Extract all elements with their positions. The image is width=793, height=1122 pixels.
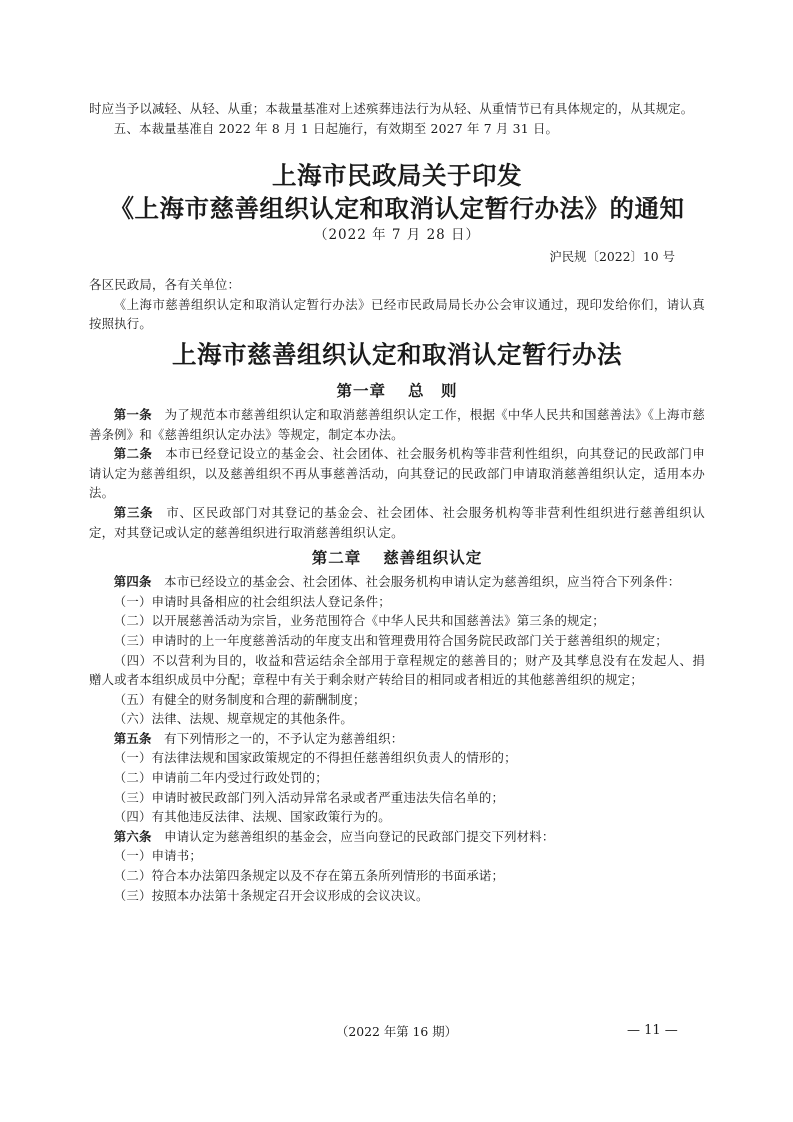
article-label: 第六条 (113, 828, 152, 844)
article-1 (89, 405, 705, 444)
list-item: （一）申请时具备相应的社会组织法人登记条件； (113, 593, 391, 609)
list-item: （三）按照本办法第十条规定召开会议形成的会议决议。 (113, 887, 429, 903)
page-number: — 11 — (627, 1023, 678, 1038)
article-2 (89, 444, 705, 503)
article-3 (89, 503, 705, 542)
article-text: 市、区民政部门对其登记的基金会、社会团体、社会服务机构等非营利性组织进行慈善组织认定，对其登记或认定的慈善组织进行取消慈善组织认定。 (89, 504, 705, 540)
continuation-paragraph: 时应当予以减轻、从轻、从重；本裁量基准对上述殡葬违法行为从轻、从重情节已有具体规定的，从其规定。 (89, 101, 694, 116)
list-item: （四）有其他违反法律、法规、国家政策行为的。 (113, 809, 391, 825)
article-label: 第二条 (113, 446, 153, 462)
document-number: 沪民规〔2022〕10 号 (549, 249, 675, 265)
article-6 (89, 827, 705, 847)
effective-date-clause: 五、本裁量基准自 2022 年 8 月 1 日起施行，有效期至 2027 年 7 月 31 日。 (113, 120, 559, 136)
list-item: （四）不以营利为目的，收益和营运结余全部用于章程规定的慈善目的；财产及其孳息没有在发起人、捐赠人或者本组织成员中分配；章程中有关于剩余财产转给目的相同或者相近的其他慈善组织的规定； (89, 652, 705, 688)
notice-date: （2022 年 7 月 28 日） (313, 227, 481, 244)
article-text: 为了规范本市慈善组织认定和取消慈善组织认定工作，根据《中华人民共和国慈善法》《上海市慈善条例》和《慈善组织认定办法》等规定，制定本办法。 (89, 406, 705, 442)
measures-title: 上海市慈善组织认定和取消认定暂行办法 (172, 339, 622, 369)
list-item: （三）申请时的上一年度慈善活动的年度支出和管理费用符合国务院民政部门关于慈善组织的规定； (113, 632, 668, 648)
chapter-name: 总 则 (408, 381, 458, 400)
chapter-heading-1 (89, 379, 705, 403)
article-text: 申请认定为慈善组织的基金会，应当向登记的民政部门提交下列材料： (164, 828, 555, 844)
article-label: 第四条 (113, 574, 152, 590)
list-item: （二）以开展慈善活动为宗旨，业务范围符合《中华人民共和国慈善法》第三条的规定； (113, 613, 605, 629)
notice-title-line1: 上海市民政局关于印发 (272, 161, 522, 191)
salutation: 各区民政局，各有关单位： (89, 277, 241, 293)
chapter-number: 第二章 (311, 549, 362, 568)
notice-title-line2: 《上海市慈善组织认定和取消认定暂行办法》的通知 (109, 194, 685, 224)
article-text: 本市已经登记设立的基金会、社会团体、社会服务机构等非营利性组织，向其登记的民政部门申请认定为慈善组织，以及慈善组织不再从事慈善活动，向其登记的民政部门申请取消慈善组织认定，适用本办法。 (89, 446, 705, 501)
list-item: （一）申请书； (113, 848, 202, 864)
page-body (89, 99, 705, 905)
list-item: （二）符合本办法第四条规定以及不存在第五条所列情形的书面承诺； (113, 868, 505, 884)
article-5 (89, 729, 705, 749)
article-text: 本市已经设立的基金会、社会团体、社会服务机构申请认定为慈善组织，应当符合下列条件： (164, 574, 681, 590)
article-label: 第一条 (113, 406, 152, 422)
list-item: （六）法律、法规、规章规定的其他条件。 (113, 711, 354, 727)
chapter-heading-2 (89, 546, 705, 570)
article-4 (89, 572, 705, 592)
article-label: 第五条 (113, 730, 152, 746)
list-item: （一）有法律法规和国家政策规定的不得担任慈善组织负责人的情形的； (113, 750, 517, 766)
list-item: （五）有健全的财务制度和合理的薪酬制度； (113, 691, 366, 707)
article-text: 有下列情形之一的，不予认定为慈善组织： (164, 730, 404, 746)
list-item: （三）申请时被民政部门列入活动异常名录或者严重违法失信名单的； (113, 789, 505, 805)
issue-number: （2022 年第 16 期） (335, 1024, 458, 1039)
chapter-number: 第一章 (336, 381, 386, 400)
list-item: （二）申请前二年内受过行政处罚的； (113, 770, 328, 786)
notice-body: 《上海市慈善组织认定和取消认定暂行办法》已经市民政局局长办公会审议通过，现印发给你们，请认真按照执行。 (89, 296, 705, 332)
article-label: 第三条 (113, 504, 154, 520)
chapter-name: 慈善组织认定 (383, 549, 483, 568)
